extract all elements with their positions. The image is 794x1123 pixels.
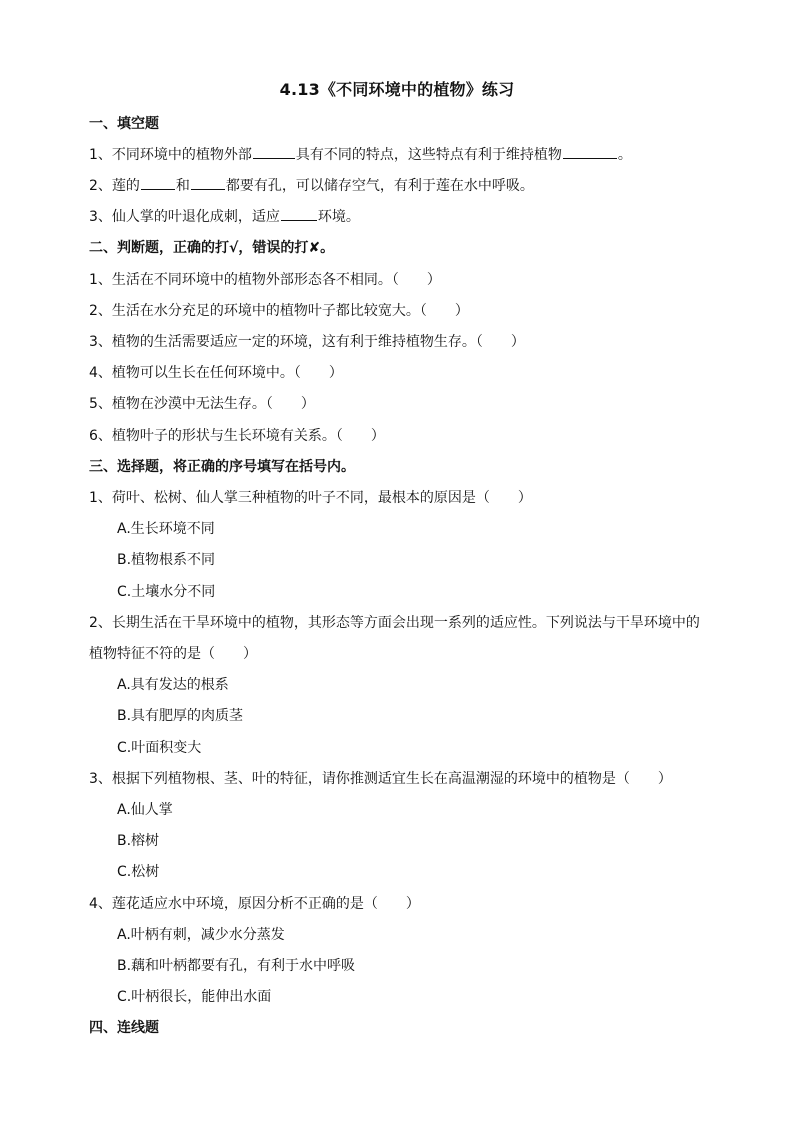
answer-blank[interactable] <box>253 146 295 159</box>
answer-blank[interactable] <box>281 208 317 221</box>
fill-q1-text-b: 具有不同的特点，这些特点有利于维持植物 <box>295 147 562 163</box>
fill-question-1 <box>89 145 632 165</box>
judge-question: 1、生活在不同环境中的植物外部形态各不相同。（ ） <box>89 272 441 288</box>
section-fill-in: 一、填空题 <box>89 116 159 132</box>
choice-option: C.叶柄很长，能伸出水面 <box>117 989 272 1005</box>
choice-question-4: 4、莲花适应水中环境，原因分析不正确的是（ ） <box>89 896 420 912</box>
judge-question: 6、植物叶子的形状与生长环境有关系。（ ） <box>89 428 385 444</box>
fill-question-2 <box>89 176 534 196</box>
judge-question: 4、植物可以生长在任何环境中。（ ） <box>89 365 343 381</box>
section-true-false: 二、判断题，正确的打√，错误的打✘。 <box>89 240 335 256</box>
fill-question-3 <box>89 207 360 227</box>
choice-question-2: 2、长期生活在干旱环境中的植物，其形态等方面会出现一系列的适应性。下列说法与干旱环境中的 <box>89 615 700 631</box>
choice-question-3: 3、根据下列植物根、茎、叶的特征，请你推测适宜生长在高温潮湿的环境中的植物是（ ） <box>89 771 672 787</box>
choice-option: A.仙人掌 <box>117 802 173 818</box>
choice-question-1: 1、荷叶、松树、仙人掌三种植物的叶子不同，最根本的原因是（ ） <box>89 490 532 506</box>
fill-q2-text-c: 都要有孔，可以储存空气，有利于莲在水中呼吸。 <box>225 178 534 194</box>
choice-option: A.生长环境不同 <box>117 521 215 537</box>
page-title: 4.13《不同环境中的植物》练习 <box>279 80 515 99</box>
fill-q3-text-a: 3、仙人掌的叶退化成刺，适应 <box>89 209 280 225</box>
fill-q1-text-a: 1、不同环境中的植物外部 <box>89 147 252 163</box>
fill-q2-text-a: 2、莲的 <box>89 178 140 194</box>
choice-option: B.具有肥厚的肉质茎 <box>117 708 244 724</box>
section-multiple-choice: 三、选择题，将正确的序号填写在括号内。 <box>89 459 355 475</box>
choice-option: B.榕树 <box>117 833 160 849</box>
choice-option: C.土壤水分不同 <box>117 584 216 600</box>
choice-option: C.松树 <box>117 864 160 880</box>
choice-option: A.叶柄有刺，减少水分蒸发 <box>117 927 285 943</box>
choice-option: B.藕和叶柄都要有孔，有利于水中呼吸 <box>117 958 356 974</box>
choice-option: B.植物根系不同 <box>117 552 216 568</box>
choice-option: A.具有发达的根系 <box>117 677 229 693</box>
section-matching: 四、连线题 <box>89 1020 159 1036</box>
answer-blank[interactable] <box>141 177 175 190</box>
answer-blank[interactable] <box>191 177 225 190</box>
fill-q1-text-c: 。 <box>617 147 632 163</box>
judge-question: 5、植物在沙漠中无法生存。（ ） <box>89 396 315 412</box>
fill-q3-text-b: 环境。 <box>317 209 360 225</box>
choice-option: C.叶面积变大 <box>117 740 202 756</box>
choice-question-2-continued: 植物特征不符的是（ ） <box>89 646 257 662</box>
judge-question: 3、植物的生活需要适应一定的环境，这有利于维持植物生存。（ ） <box>89 334 525 350</box>
judge-question: 2、生活在水分充足的环境中的植物叶子都比较宽大。（ ） <box>89 303 469 319</box>
answer-blank[interactable] <box>563 146 617 159</box>
fill-q2-text-b: 和 <box>175 178 190 194</box>
